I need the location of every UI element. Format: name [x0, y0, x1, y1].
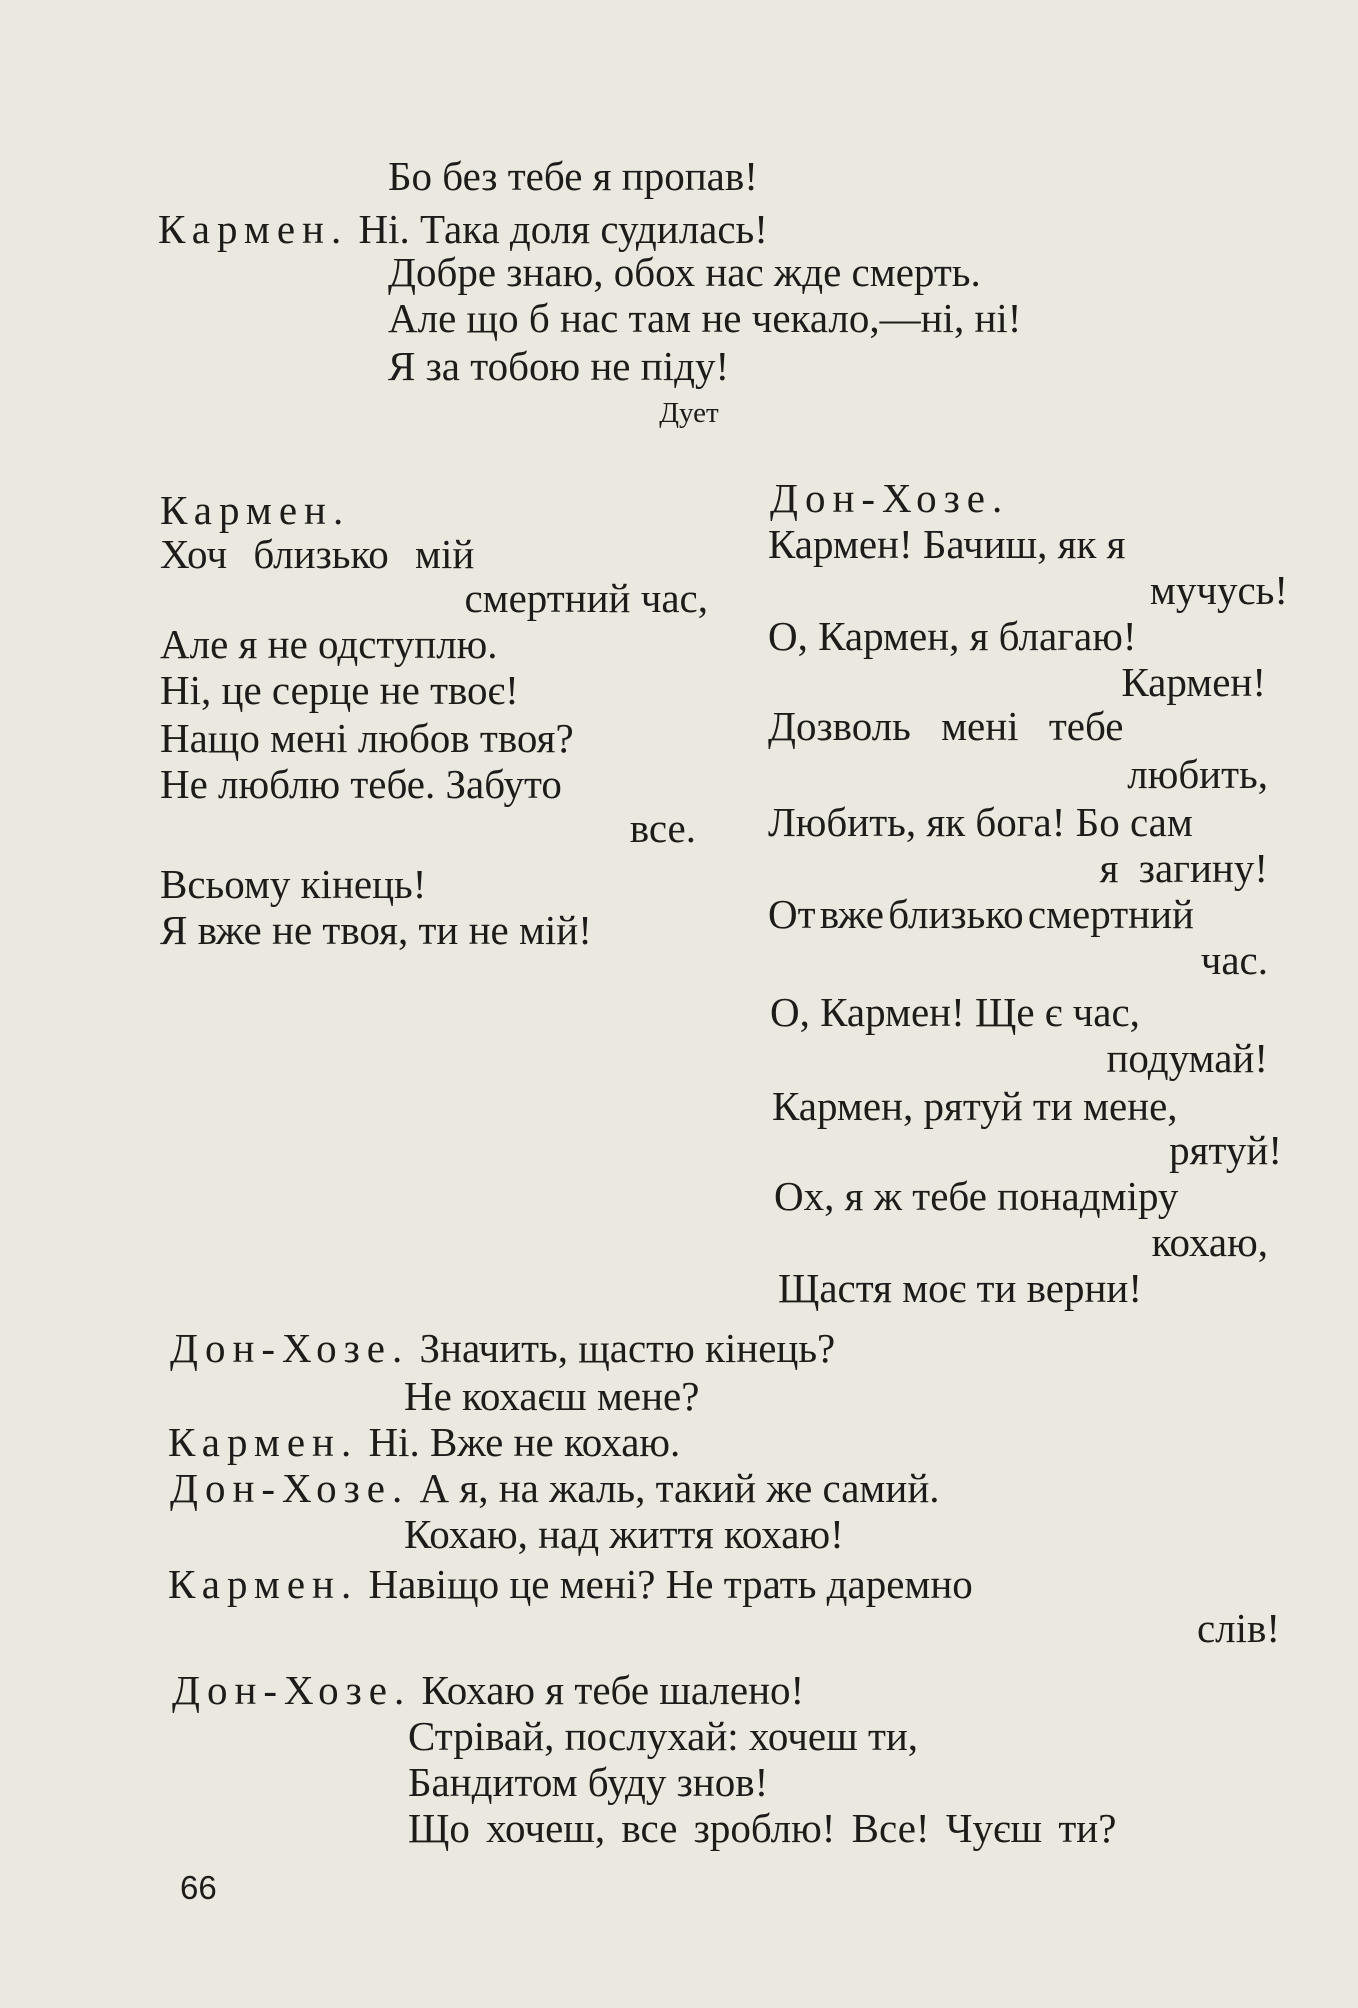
left-line-7: все. [629, 805, 696, 851]
right-line-6: любить, [1127, 751, 1268, 797]
left-line-9: Я вже не твоя, ти не мій! [160, 907, 592, 953]
dialogue-line: Бандитом буду знов! [408, 1759, 769, 1805]
dialogue-line: Що хочеш, все зроблю! Все! Чуєш ти? [408, 1805, 1117, 1851]
dialogue-line: Не кохаєш мене? [404, 1373, 700, 1419]
right-line-15: Ох, я ж тебе понадміру [774, 1173, 1179, 1219]
left-line-2: смертний час, [464, 575, 708, 621]
dialogue-line [172, 1664, 804, 1716]
right-line-2: мучусь! [1149, 567, 1288, 613]
right-line-9: От вже близько смертний [768, 891, 1194, 937]
left-line-4: Ні, це серце не твоє! [160, 667, 519, 713]
dialogue-text: Ні. Вже не кохаю. [368, 1419, 681, 1465]
speaker-name: Кармен. [168, 1561, 359, 1607]
speaker-name: Дон-Хозе. [170, 1465, 410, 1511]
right-line-3: О, Кармен, я благаю! [768, 613, 1137, 659]
dialogue-text: Кохаю я тебе шалено! [421, 1667, 805, 1713]
intro-line-2-text: Ні. Така доля судилась! [358, 206, 768, 252]
right-line-16: кохаю, [1151, 1219, 1268, 1265]
speaker-name: Дон-Хозе. [172, 1667, 412, 1713]
intro-line-5: Я за тобою не піду! [388, 343, 730, 389]
dialogue-line: слів! [1196, 1605, 1280, 1651]
left-line-1: Хоч близько мій [160, 531, 475, 577]
right-line-10: час. [1200, 937, 1268, 983]
intro-line-3: Добре знаю, обох нас жде смерть. [388, 249, 981, 295]
speaker-name: Кармен. [168, 1419, 359, 1465]
right-line-1: Кармен! Бачиш, як я [768, 521, 1126, 567]
dialogue-line: Кохаю, над життя кохаю! [404, 1511, 844, 1557]
right-line-4: Кармен! [1121, 659, 1266, 705]
right-line-13: Кармен, рятуй ти мене, [772, 1083, 1178, 1129]
dialogue-text: А я, на жаль, такий же самий. [419, 1465, 940, 1511]
left-line-6: Не люблю тебе. Забуто [160, 761, 562, 807]
speaker-name: Кармен. [158, 206, 349, 252]
page-number: 66 [180, 1869, 217, 1906]
left-speaker: Кармен. [160, 487, 351, 533]
right-line-12: подумай! [1106, 1035, 1268, 1081]
right-line-8: я загину! [1099, 845, 1268, 891]
right-line-17: Щастя моє ти верни! [778, 1265, 1142, 1311]
speaker-name: Дон-Хозе. [170, 1325, 410, 1371]
dialogue-text: Значить, щастю кінець? [419, 1325, 836, 1371]
intro-line-4: Але що б нас там не чекало,—ні, ні! [388, 295, 1022, 341]
right-line-11: О, Кармен! Ще є час, [770, 989, 1140, 1035]
intro-line-1: Бо без тебе я пропав! [388, 153, 758, 199]
right-line-14: рятуй! [1169, 1127, 1282, 1173]
right-speaker: Дон-Хозе. [770, 475, 1010, 521]
dialogue-text: Навіщо це мені? Не трать даремно [368, 1561, 973, 1607]
dialogue-line [168, 1416, 680, 1468]
dialogue-line [170, 1322, 835, 1374]
section-title: Дует [659, 397, 719, 429]
dialogue-line [170, 1462, 940, 1514]
dialogue-line: Стрівай, послухай: хочеш ти, [408, 1713, 919, 1759]
left-line-5: Нащо мені любов твоя? [160, 715, 574, 761]
right-line-7: Любить, як бога! Бо сам [768, 799, 1193, 845]
right-line-5: Дозволь мені тебе [768, 703, 1124, 749]
left-line-3: Але я не одступлю. [160, 621, 498, 667]
left-line-8: Всьому кінець! [160, 861, 427, 907]
